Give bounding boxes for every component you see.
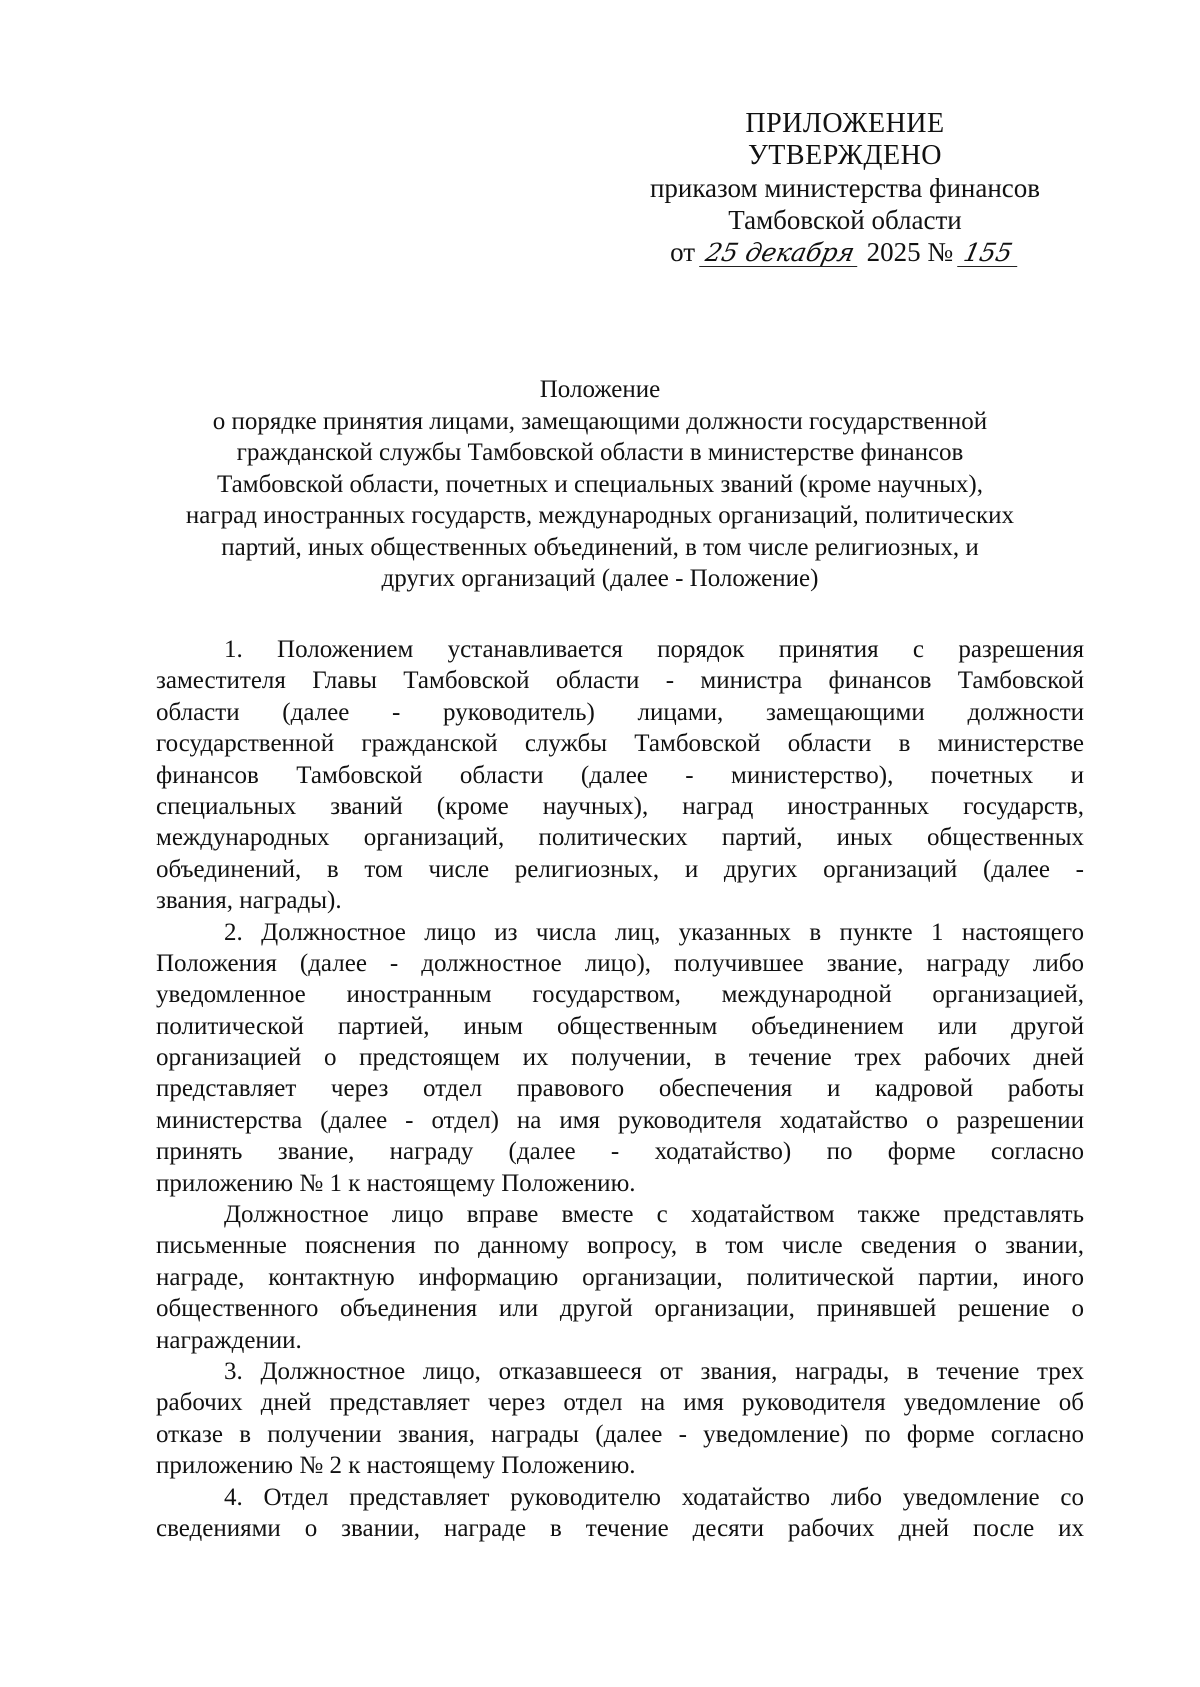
title-line: гражданской службы Тамбовской области в министерстве финансов: [236, 439, 964, 466]
paragraph-line: министерства (далее - отдел) на имя руководителя ходатайство о разрешении: [156, 1106, 1084, 1134]
paragraph-4: [156, 1482, 1084, 1545]
paragraph-line: заместителя Главы Тамбовской области - министра финансов Тамбовской: [156, 667, 1084, 695]
order-date-line: [600, 236, 1090, 268]
paragraph-line: награде, контактную информацию организации, политической партии, иного: [156, 1263, 1084, 1291]
paragraph-1: [156, 634, 1084, 917]
appendix-label: ПРИЛОЖЕНИЕ: [745, 108, 945, 139]
paragraph-line: звания, награды).: [156, 887, 342, 915]
approved-label: УТВЕРЖДЕНО: [747, 140, 943, 171]
paragraph-line: письменные пояснения по данному вопросу, в том числе сведения о звании,: [156, 1232, 1084, 1260]
paragraph-line: финансов Тамбовской области (далее - министерство), почетных и: [156, 761, 1084, 789]
paragraph-line: приложению № 1 к настоящему Положению.: [156, 1169, 636, 1197]
order-year: 2025: [866, 237, 921, 267]
handwritten-date: 25 декабря: [699, 240, 863, 267]
date-prefix: от: [670, 237, 696, 267]
paragraph-line: международных организаций, политических партий, иных общественных: [156, 824, 1084, 852]
paragraph-line: государственной гражданской службы Тамбовской области в министерстве: [156, 730, 1084, 758]
paragraph-line: политической партией, иным общественным объединением или другой: [156, 1012, 1084, 1040]
paragraph-line: принять звание, награду (далее - ходатайство) по форме согласно: [156, 1138, 1084, 1166]
title-line: Тамбовской области, почетных и специальных званий (кроме научных),: [217, 470, 983, 498]
paragraph-line: организацией о предстоящем их получении, в течение трех рабочих дней: [156, 1044, 1084, 1072]
paragraph-line: общественного объединения или другой организации, принявшей решение о: [156, 1295, 1084, 1323]
paragraph-line: представляет через отдел правового обеспечения и кадровой работы: [156, 1075, 1084, 1103]
paragraph-2: [156, 917, 1084, 1200]
paragraph-2-continued: [156, 1199, 1084, 1356]
paragraph-line: отказе в получении звания, награды (далее - уведомление) по форме согласно: [156, 1420, 1084, 1448]
paragraph-3: [156, 1356, 1084, 1482]
paragraph-line: 4. Отдел представляет руководителю ходатайство либо уведомление со: [224, 1483, 1084, 1511]
title-line: партий, иных общественных объединений, в том числе религиозных, и: [221, 533, 979, 561]
title-line: наград иностранных государств, международных организаций, политических: [185, 502, 1015, 529]
number-sign: №: [927, 237, 954, 267]
paragraph-line: награждении.: [156, 1326, 302, 1354]
approval-stamp-block: [600, 108, 1090, 268]
paragraph-line: приложению № 2 к настоящему Положению.: [156, 1452, 636, 1480]
paragraph-line: объединений, в том числе религиозных, и других организаций (далее -: [156, 855, 1084, 883]
paragraph-line: 1. Положением устанавливается порядок принятия с разрешения: [224, 636, 1084, 663]
title-line: других организаций (далее - Положение): [381, 565, 819, 592]
paragraph-line: сведениями о звании, награде в течение десяти рабочих дней после их: [156, 1514, 1084, 1542]
paragraph-line: специальных званий (кроме научных), наград иностранных государств,: [156, 792, 1084, 820]
title-heading: Положение: [539, 376, 661, 403]
document-body: [156, 634, 1084, 1544]
handwritten-order-number: 155: [957, 240, 1023, 267]
paragraph-line: уведомленное иностранным государством, международной организацией,: [156, 981, 1084, 1009]
approved-region: Тамбовской области: [728, 205, 962, 235]
paragraph-line: 2. Должностное лицо из числа лиц, указанных в пункте 1 настоящего: [224, 918, 1084, 946]
paragraph-line: 3. Должностное лицо, отказавшееся от звания, награды, в течение трех: [224, 1357, 1084, 1385]
document-title: [140, 374, 1060, 595]
title-line: о порядке принятия лицами, замещающими должности государственной: [212, 407, 988, 435]
paragraph-line: Положения (далее - должностное лицо), получившее звание, награду либо: [156, 949, 1084, 977]
paragraph-line: рабочих дней представляет через отдел на имя руководителя уведомление об: [156, 1389, 1084, 1417]
paragraph-line: области (далее - руководитель) лицами, замещающими должности: [156, 698, 1084, 726]
paragraph-line: Должностное лицо вправе вместе с ходатайством также представлять: [224, 1201, 1084, 1229]
approved-by-order: приказом министерства финансов: [649, 173, 1041, 203]
